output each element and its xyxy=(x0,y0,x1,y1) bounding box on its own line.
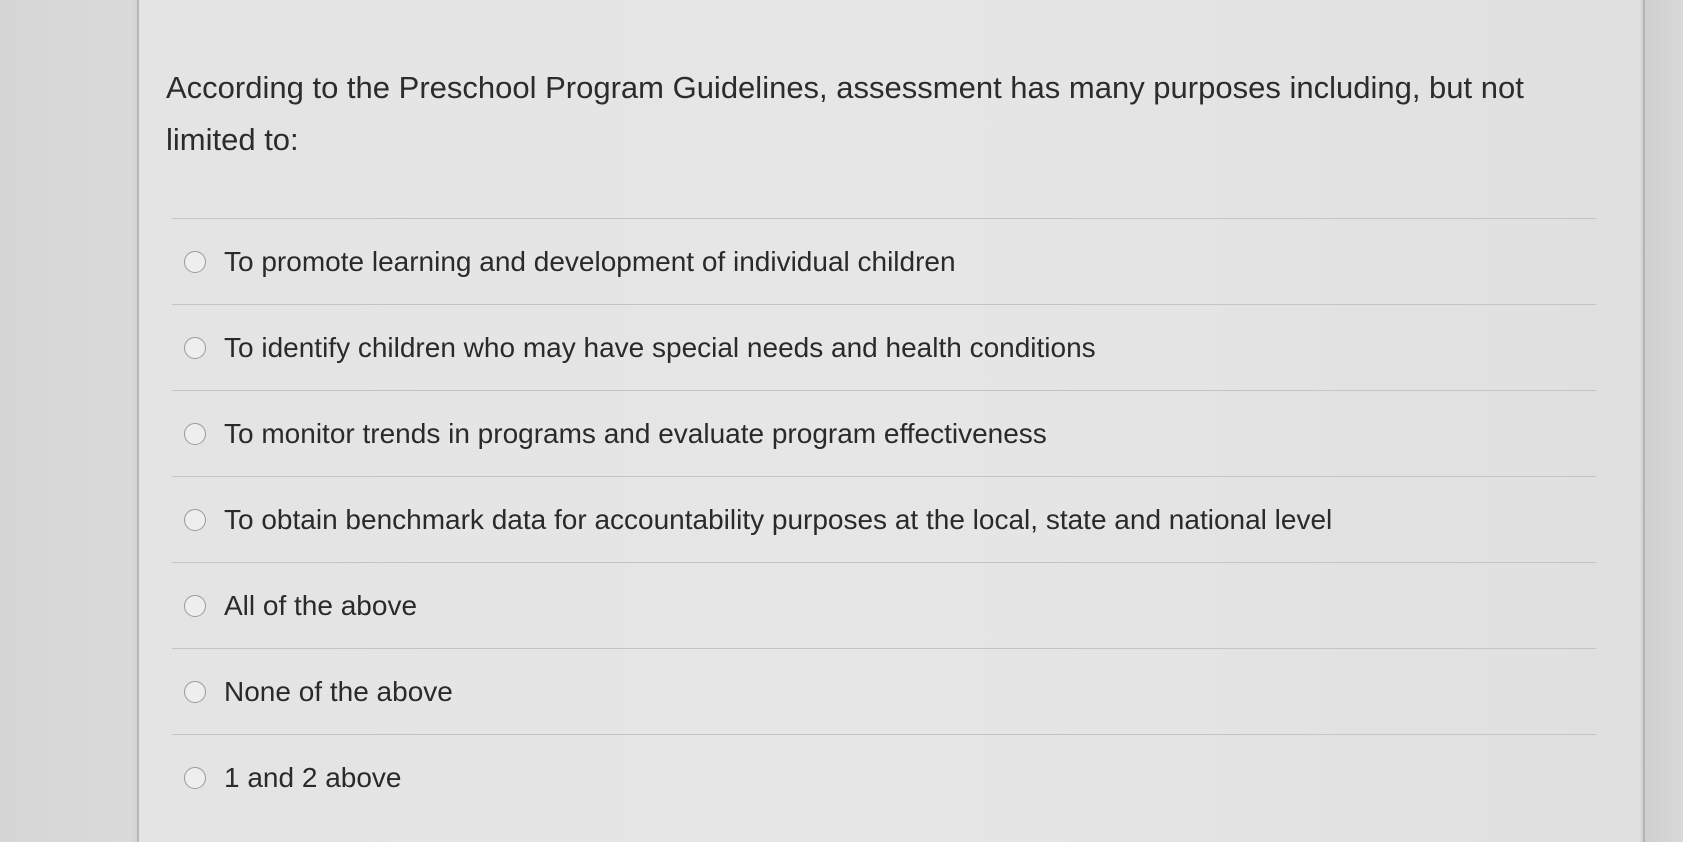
answer-option-3[interactable] xyxy=(172,391,1596,477)
radio-button[interactable] xyxy=(184,423,206,445)
radio-button[interactable] xyxy=(184,251,206,273)
answer-label: All of the above xyxy=(224,589,418,621)
content-right-border xyxy=(1643,0,1645,842)
answer-label: To obtain benchmark data for accountability purposes at the local, state and national level xyxy=(224,503,1333,535)
answer-label: To promote learning and development of individual children xyxy=(224,245,956,277)
answer-option-7[interactable] xyxy=(172,735,1596,821)
radio-button[interactable] xyxy=(184,767,206,789)
radio-button[interactable] xyxy=(184,337,206,359)
content-left-border xyxy=(137,0,139,842)
answer-option-1[interactable] xyxy=(172,219,1596,305)
answer-list xyxy=(172,218,1596,821)
answer-option-6[interactable] xyxy=(172,649,1596,735)
answer-label: To monitor trends in programs and evaluate program effectiveness xyxy=(224,417,1047,449)
answer-label: None of the above xyxy=(224,675,453,707)
radio-button[interactable] xyxy=(184,681,206,703)
radio-button[interactable] xyxy=(184,509,206,531)
answer-option-2[interactable] xyxy=(172,305,1596,391)
answer-label: To identify children who may have special needs and health conditions xyxy=(224,331,1096,363)
answer-option-4[interactable] xyxy=(172,477,1596,563)
question-text: According to the Preschool Program Guidelines, assessment has many purposes including, but not limited to: xyxy=(166,70,1524,157)
radio-button[interactable] xyxy=(184,595,206,617)
answer-option-5[interactable] xyxy=(172,563,1596,649)
answer-label: 1 and 2 above xyxy=(224,762,402,793)
